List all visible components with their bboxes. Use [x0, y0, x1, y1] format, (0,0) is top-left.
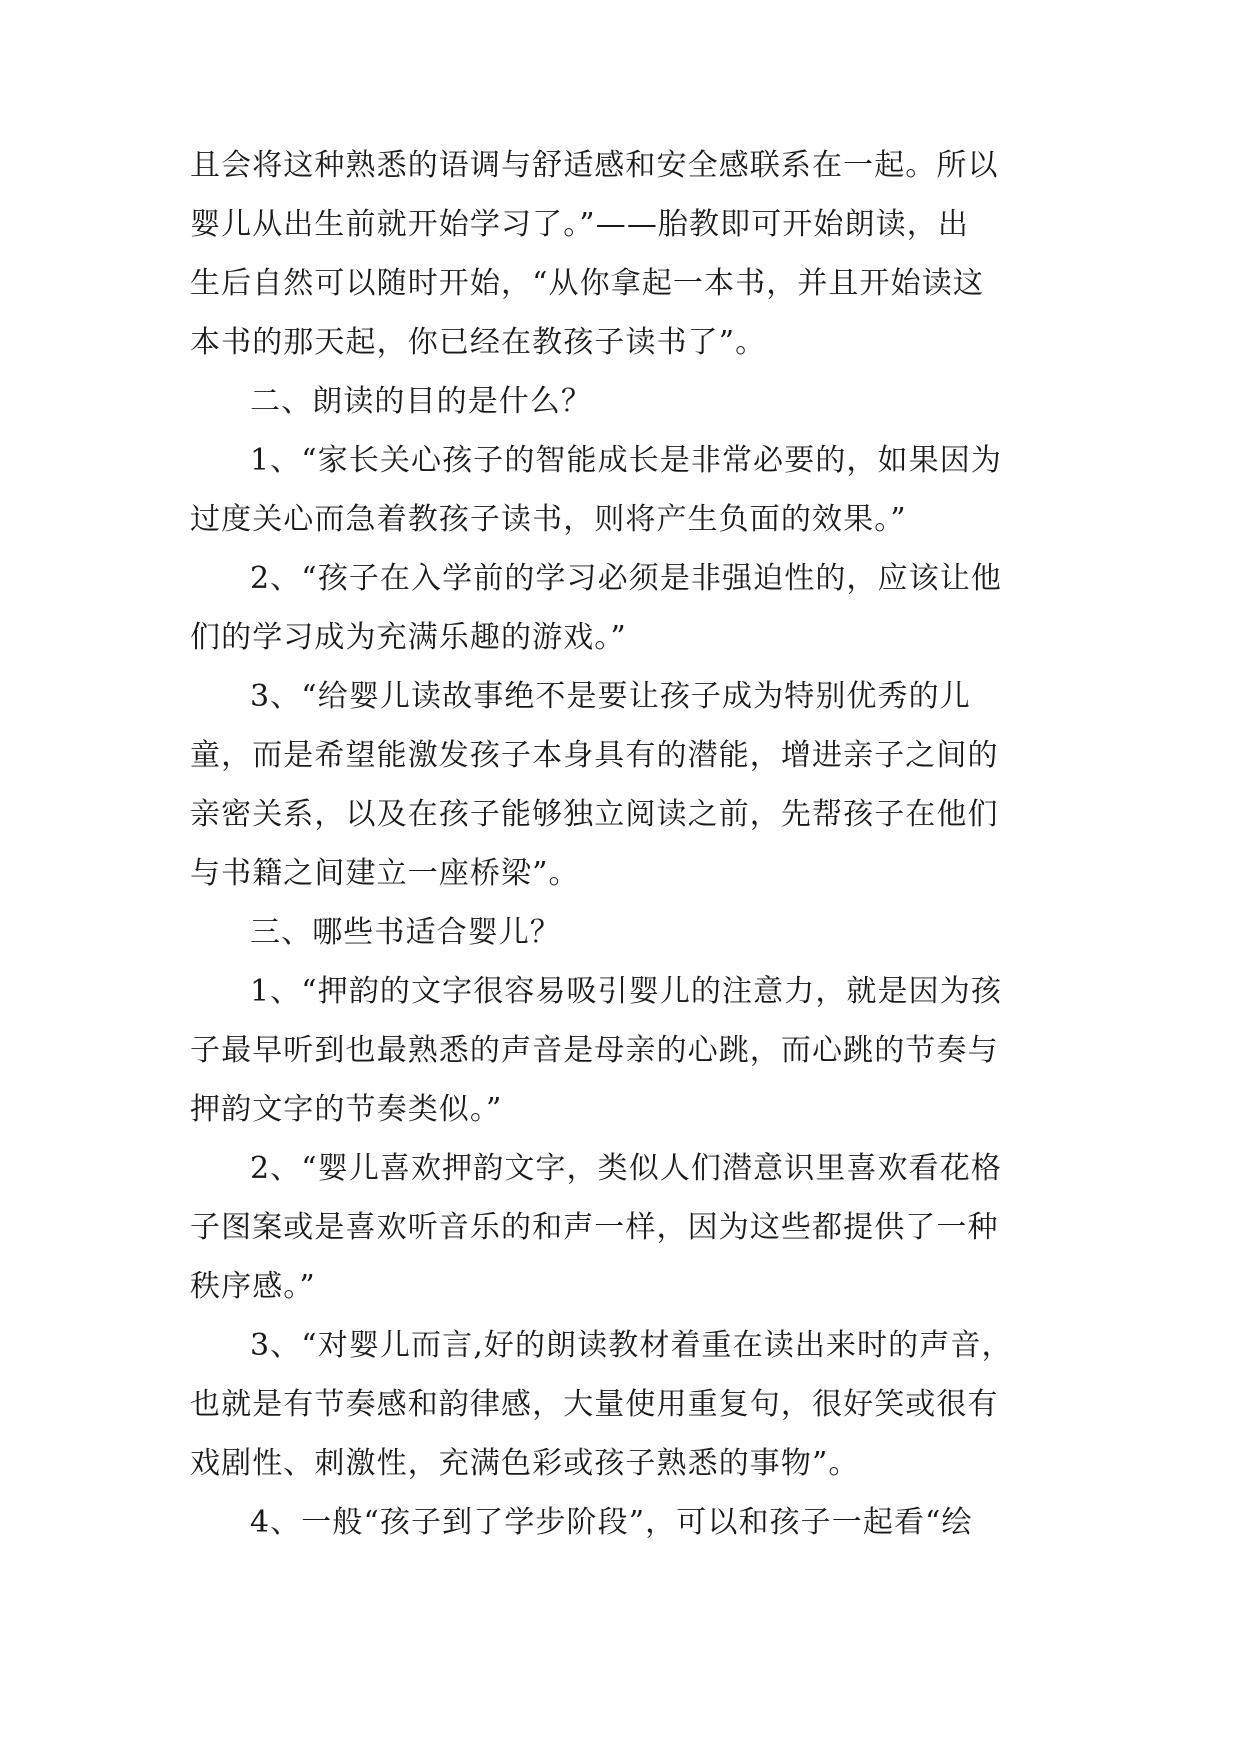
section-heading: 二、朗读的目的是什么？	[250, 384, 593, 419]
text-line: 本书的那天起，你已经在教孩子读书了”。	[190, 325, 767, 360]
text-line: 子图案或是喜欢听音乐的和声一样，因为这些都提供了一种	[190, 1210, 999, 1245]
text-line: 与书籍之间建立一座桥梁”。	[190, 856, 580, 891]
text-line: 3、“给婴儿读故事绝不是要让孩子成为特别优秀的儿	[250, 679, 971, 714]
text-line: 们的学习成为充满乐趣的游戏。”	[190, 620, 627, 655]
text-line: 戏剧性、刺激性，充满色彩或孩子熟悉的事物”。	[190, 1446, 860, 1481]
text-line: 子最早听到也最熟悉的声音是母亲的心跳，而心跳的节奏与	[190, 1033, 999, 1068]
text-line: 秩序感。”	[190, 1269, 316, 1304]
text-line: 亲密关系，以及在孩子能够独立阅读之前，先帮孩子在他们	[190, 797, 999, 832]
text-line: 3、“对婴儿而言,好的朗读教材着重在读出来时的声音，	[250, 1328, 1013, 1363]
text-line: 童，而是希望能激发孩子本身具有的潜能，增进亲子之间的	[190, 738, 999, 773]
text-line: 2、“婴儿喜欢押韵文字，类似人们潜意识里喜欢看花格	[250, 1151, 1002, 1186]
text-line: 过度关心而急着教孩子读书，则将产生负面的效果。”	[190, 502, 907, 537]
text-line: 也就是有节奏感和韵律感，大量使用重复句，很好笑或很有	[190, 1387, 999, 1422]
text-line: 婴儿从出生前就开始学习了。”——胎教即可开始朗读，出	[190, 207, 969, 242]
text-line: 1、“家长关心孩子的智能成长是非常必要的，如果因为	[250, 443, 1002, 478]
text-line: 1、“押韵的文字很容易吸引婴儿的注意力，就是因为孩	[250, 974, 1002, 1009]
text-line: 生后自然可以随时开始，“从你拿起一本书，并且开始读这	[190, 266, 984, 301]
text-line: 4、一般“孩子到了学步阶段”，可以和孩子一起看“绘	[250, 1505, 973, 1540]
text-line: 且会将这种熟悉的语调与舒适感和安全感联系在一起。所以	[190, 148, 999, 183]
section-heading: 三、哪些书适合婴儿？	[250, 915, 561, 950]
text-line: 押韵文字的节奏类似。”	[190, 1092, 503, 1127]
text-line: 2、“孩子在入学前的学习必须是非强迫性的，应该让他	[250, 561, 1002, 596]
